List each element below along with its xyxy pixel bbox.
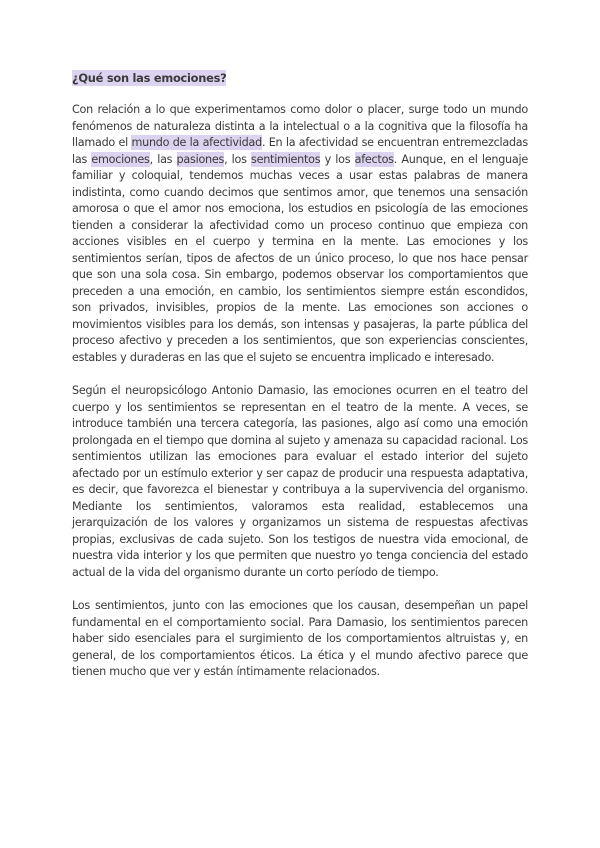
section-heading xyxy=(72,70,528,86)
paragraph-1-text: , los xyxy=(224,152,251,166)
paragraph-1-text: y los xyxy=(320,152,355,166)
paragraph-1-text: , las xyxy=(149,152,177,166)
document-body xyxy=(72,70,528,698)
highlight-afectos: afectos xyxy=(354,152,394,166)
section-heading-text: ¿Qué son las emociones? xyxy=(72,71,227,85)
highlight-mundo-afectividad: mundo de la afectividad xyxy=(131,136,262,149)
paragraph-1 xyxy=(72,102,528,366)
paragraph-1-text: . En la afectividad se encuentran entremezcladas las xyxy=(72,136,528,166)
paragraph-3: Los sentimientos, junto con las emociones que los causan, desempeñan un papel fundamental en el comportamiento social. Para Damasio, los sentimientos parecen haber sido esenciales para el surgimiento de los comportamientos altruistas y, en general, de los comportamientos éticos. La ética y el mundo afectivo parece que tienen mucho que ver y están íntimamente relacionados. xyxy=(72,599,528,678)
paragraph-2: Según el neuropsicólogo Antonio Damasio, las emociones ocurren en el teatro del cuerpo y los sentimientos se representan en el teatro de la mente. A veces, se introduce también una tercera categoría, las pasiones, algo así como una emoción prolongada en el tiempo que domina al sujeto y amenaza su capacidad racional. Los sentimientos utilizan las emociones para evaluar el estado interior del sujeto afectado por un estímulo exterior y ser capaz de producir una respuesta adaptativa, es decir, que favorezca el bienestar y contribuya a la supervivencia del organismo. Mediante los sentimientos, valoramos esta realidad, establecemos una jerarquización de los valores y organizamos un sistema de respuestas afectivas propias, exclusivas de cada sujeto. Son los testigos de nuestra vida emocional, de nuestra vida interior y los que permiten que nuestro yo tenga conciencia del estado actual de la vida del organismo durante un corto período de tiempo. xyxy=(72,384,528,579)
paragraph-1-rest: . Aunque, en el lenguaje familiar y coloquial, tendemos muchas veces a usar estas palabras de manera indistinta, como cuando decimos que sentimos amor, que tenemos una sensación amorosa o que el amor nos emociona, los estudios en psicología de las emociones tienden a considerar la afectividad como un proceso continuo que empieza con acciones visibles en el cuerpo y termina en la mente. Las emociones y los sentimientos serían, tipos de afectos de un único proceso, lo que nos hace pensar que son una sola cosa. Sin embargo, podemos observar los comportamientos que preceden a una emoción, en cambio, los sentimientos siempre están escondidos, son privados, invisibles, propios de la mente. Las emociones son acciones o movimientos visibles para los demás, son intensas y pasajeras, la parte pública del proceso afectivo y preceden a los sentimientos, que son experiencias conscientes, estables y duraderas en las que el sujeto se encuentra implicado e interesado. xyxy=(72,152,528,364)
highlight-emociones: emociones xyxy=(91,152,150,166)
paragraph-1-intro: Con relación a lo que experimentamos como dolor o placer, surge todo un mundo fenómenos de naturaleza distinta a la intelectual o a la cognitiva que la filosofía ha llamado el xyxy=(72,103,528,149)
highlight-pasiones: pasiones xyxy=(176,152,225,166)
highlight-sentimientos: sentimientos xyxy=(251,152,321,166)
